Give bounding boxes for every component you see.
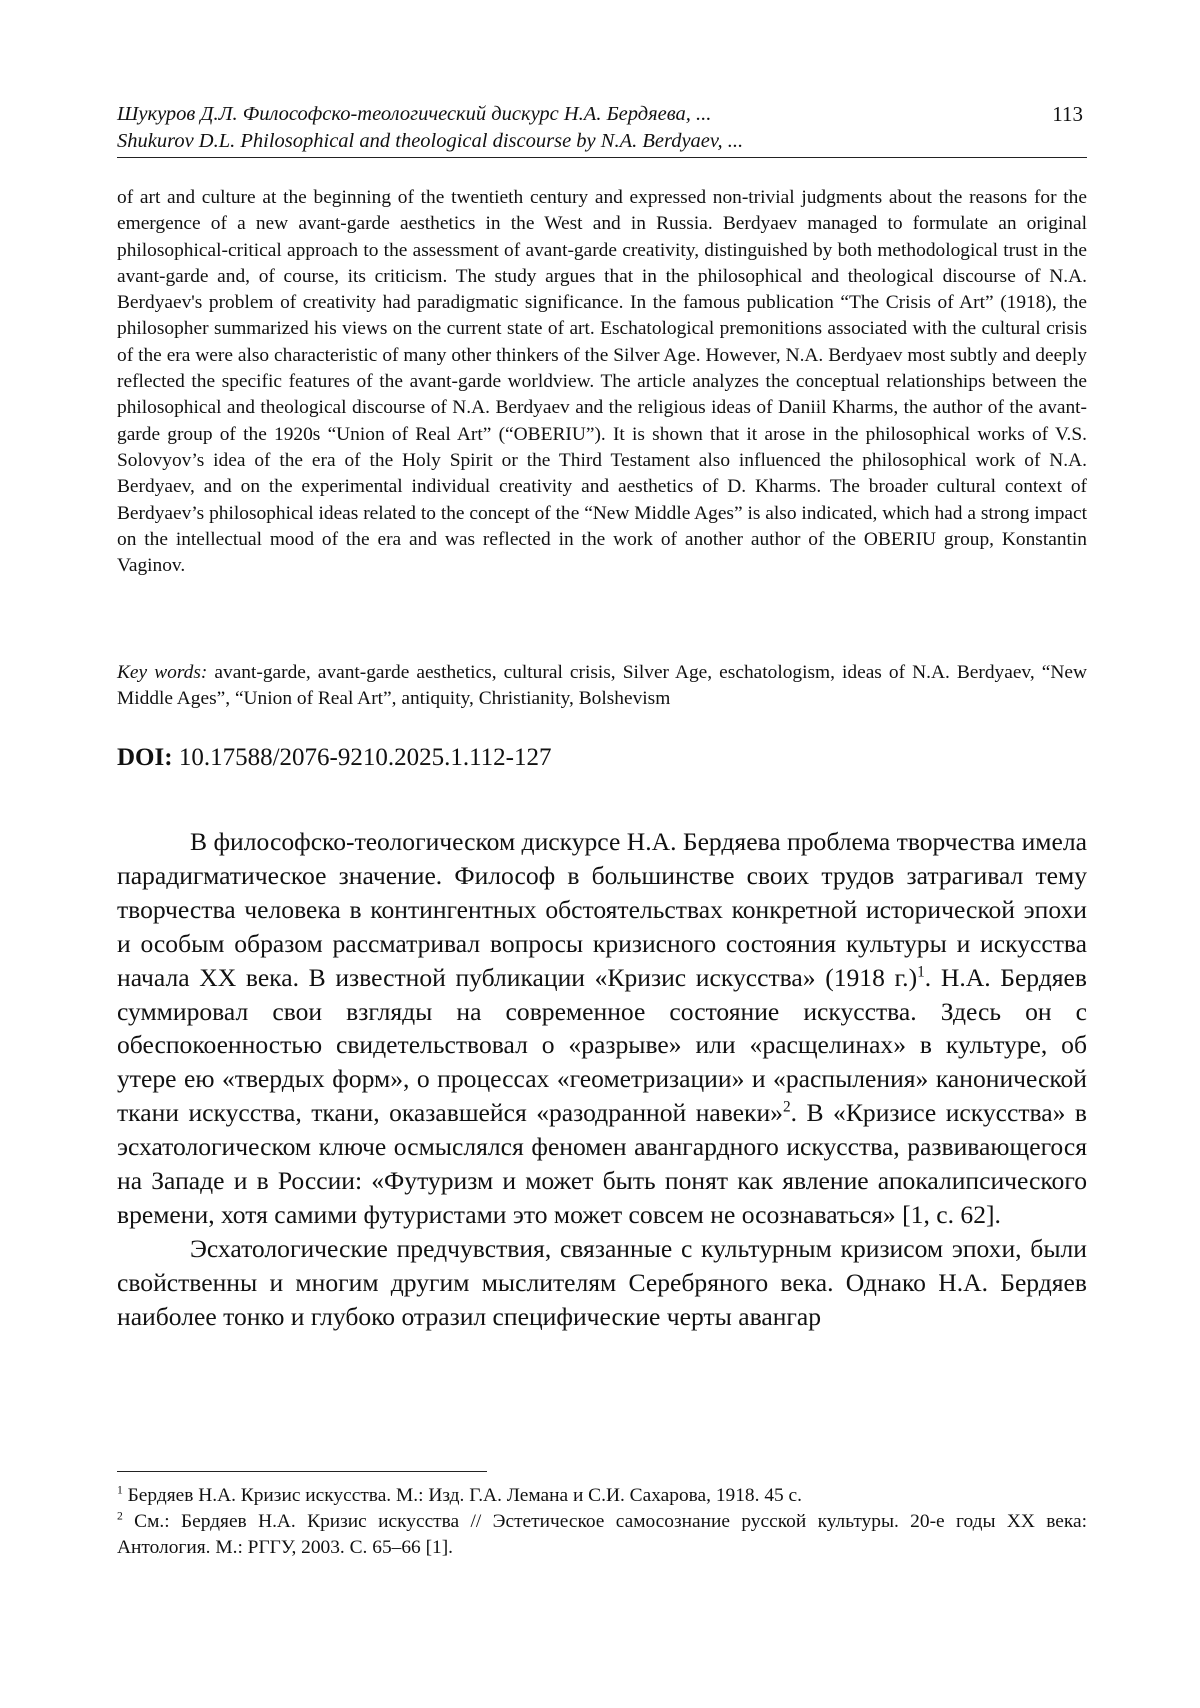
body-paragraph-1-part-b: . Н.А. Бердяев суммировал свои взгляды на современное состояние искусства. Здесь он с обеспокоенностью свидетельствовал о «разрыве» или «расщелинах» в культуре, об утере ею «твердых форм», о процессах «геометризации» и «распыления» канонической ткани искусства, ткани, оказавшейся «разодранной навеки»	[117, 962, 1087, 1128]
abstract-text: of art and culture at the beginning of the twentieth century and expressed non-trivial judgments about the reasons for the emergence of a new avant-garde aesthetics in the West and in Russia. Berdyaev managed to formulate an original philosophical-critical approach to the assessment of avant-garde creativity, distinguished by both methodological trust in the avant-garde and, of course, its criticism. The study argues that in the philosophical and theological discourse of N.A. Berdyaev's problem of creativity had paradigmatic significance. In the famous publication “The Crisis of Art” (1918), the philosopher summarized his views on the current state of art. Eschatological premonitions associated with the cultural crisis of the era were also characteristic of many other thinkers of the Silver Age. However, N.A. Berdyaev most subtly and deeply reflected the specific features of the avant-garde worldview. The article analyzes the conceptual relationships between the philosophical and theological discourse of N.A. Berdyaev and the religious ideas of Daniil Kharms, the author of the avant-garde group of the 1920s “Union of Real Art” (“OBERIU”). It is shown that it arose in the philosophical works of V.S. Solovyov’s idea of the era of the Holy Spirit or the Third Testament also influenced the philosophical work of N.A. Berdyaev, and on the experimental individual creativity and aesthetics of D. Kharms. The broader cultural context of Berdyaev’s philosophical ideas related to the concept of the “New Middle Ages” is also indicated, which had a strong impact on the intellectual mood of the era and was reflected in the work of another author of the OBERIU group, Konstantin Vaginov.	[117, 187, 1087, 577]
keywords-list: avant-garde, avant-garde aesthetics, cultural crisis, Silver Age, eschatologism, ideas of N.A. Berdyaev, “New Middle Ages”, “Union of Real Art”, antiquity, Christianity, Bolshevism	[117, 662, 1087, 710]
footnote-ref-2[interactable]: 2	[782, 1098, 791, 1116]
running-header-english: Shukurov D.L. Philosophical and theological discourse by N.A. Berdyaev, ...	[117, 130, 744, 152]
footnote-ref-1[interactable]: 1	[917, 963, 925, 981]
body-paragraph-1-part-c: . В «Кризисе искусства» в эсхатологическом ключе осмыслялся феномен авангардного искусства, развивающегося на Западе и в России: «Футуризм и может быть понят как явление апокалипсического времени, хотя самими футуристами это может совсем не осознаваться» [1, с. 62].	[117, 1098, 1087, 1229]
footnote-number-2: 2	[117, 1509, 123, 1523]
body-paragraph-1-part-a: В философско-теологическом дискурсе Н.А. Бердяева проблема творчества имела парадигматическое значение. Философ в большинстве своих трудов затрагивал тему творчества человека в контингентных обстоятельствах конкретной исторической эпохи и особым образом рассматривал вопросы кризисного состояния культуры и искусства начала XX века. В известной публикации «Кризис искусства» (1918 г.)	[117, 827, 1087, 992]
article-body	[117, 825, 1087, 1334]
footnote-1-text: Бердяев Н.А. Кризис искусства. М.: Изд. Г.А. Лемана и С.И. Сахарова, 1918. 45 с.	[122, 1485, 803, 1506]
footnote-rule	[117, 1471, 487, 1472]
footnote-number-1: 1	[117, 1483, 123, 1497]
doi-value[interactable]: 10.17588/2076-9210.2025.1.112-127	[178, 744, 552, 771]
footnote-2-text: См.: Бердяев Н.А. Кризис искусства // Эстетическое самосознание русской культуры. 20-е годы XX века: Антология. М.: РГГУ, 2003. С. 65–66 [1].	[117, 1511, 1087, 1558]
footnote-1	[117, 1483, 1087, 1509]
body-paragraph: Эсхатологические предчувствия, связанные с культурным кризисом эпохи, были свойственны и многим другим мыслителям Серебряного века. Однако Н.А. Бердяев наиболее тонко и глубоко отразил специфические черты авангар	[117, 1233, 1087, 1331]
header-rule	[117, 157, 1087, 158]
running-header-russian: Шукуров Д.Л. Философско-теологический дискурс Н.А. Бердяева, ...	[117, 103, 712, 125]
footnote-2	[117, 1509, 1087, 1561]
footnotes	[117, 1483, 1087, 1561]
doi-label: DOI:	[117, 744, 173, 771]
keywords	[117, 660, 1087, 713]
body-paragraph	[117, 825, 1087, 1232]
doi-line	[117, 742, 551, 774]
running-header	[117, 101, 1085, 155]
keywords-label: Key words:	[117, 662, 208, 683]
page-number: 113	[1052, 102, 1083, 126]
